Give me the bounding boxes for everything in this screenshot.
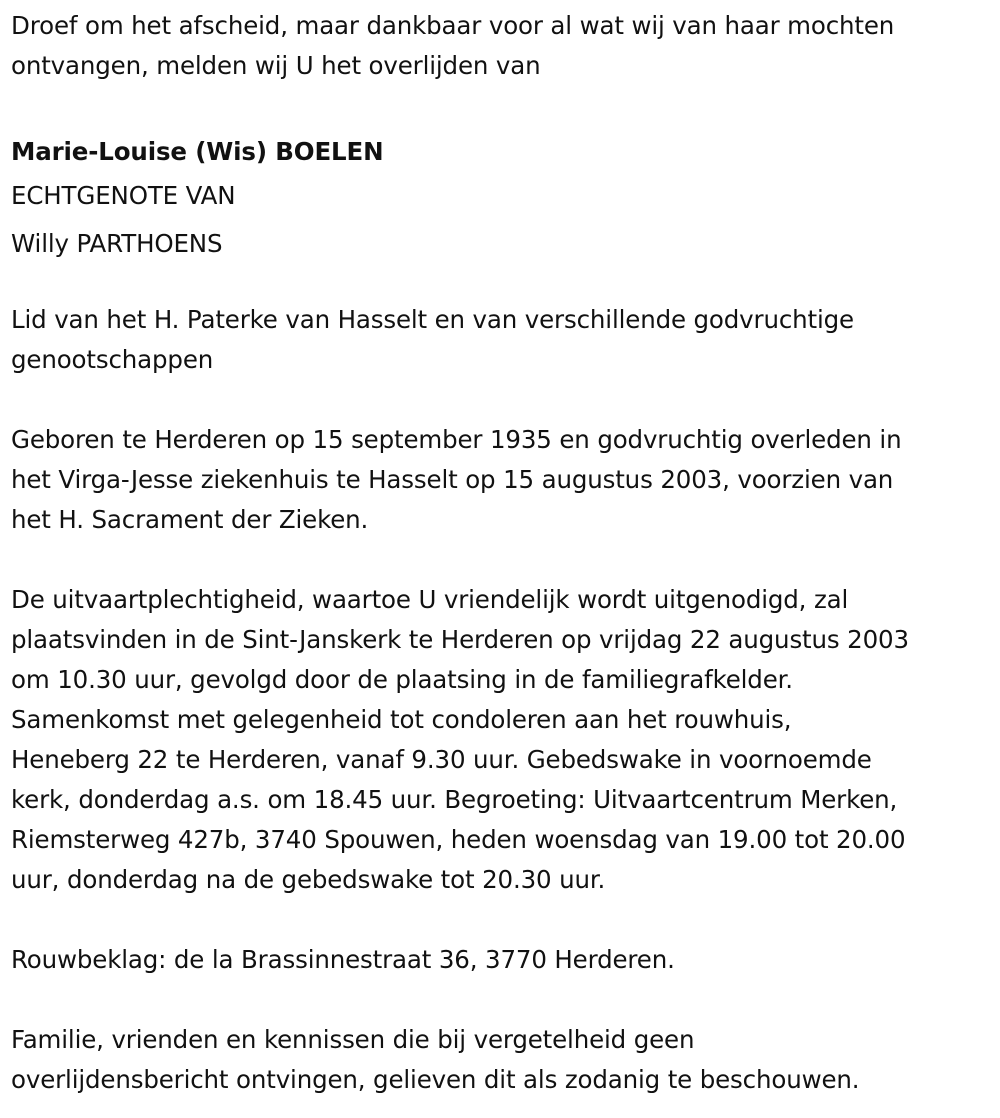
text-line: Rouwbeklag: de la Brassinnestraat 36, 3770 Herderen. — [11, 945, 675, 974]
text-line: plaatsvinden in de Sint-Janskerk te Herderen op vrijdag 22 augustus 2003 — [11, 625, 909, 654]
text-line: het H. Sacrament der Zieken. — [11, 505, 369, 534]
spouse-name: Willy PARTHOENS — [11, 229, 223, 258]
text-line: Heneberg 22 te Herderen, vanaf 9.30 uur. Gebedswake in voornoemde — [11, 745, 872, 774]
closing-paragraph — [11, 1020, 1000, 1100]
text-line: om 10.30 uur, gevolgd door de plaatsing in de familiegrafkelder. — [11, 665, 793, 694]
paragraph-gap — [11, 900, 1000, 940]
text-line: Lid van het H. Paterke van Hasselt en van verschillende godvruchtige — [11, 305, 854, 334]
paragraph-gap — [11, 380, 1000, 420]
condolence-address-paragraph — [11, 940, 1000, 980]
membership-paragraph — [11, 300, 1000, 380]
funeral-paragraph — [11, 580, 1000, 900]
text-line: Samenkomst met gelegenheid tot condoleren aan het rouwhuis, — [11, 705, 792, 734]
text-line: Familie, vrienden en kennissen die bij vergetelheid geen — [11, 1025, 695, 1054]
text-line: Droef om het afscheid, maar dankbaar voor al wat wij van haar mochten — [11, 11, 895, 40]
text-line: ontvangen, melden wij U het overlijden van — [11, 51, 541, 80]
paragraph-gap — [11, 86, 1000, 126]
intro-paragraph — [11, 6, 1000, 86]
text-line: genootschappen — [11, 345, 214, 374]
text-line: Riemsterweg 427b, 3740 Spouwen, heden woensdag van 19.00 tot 20.00 — [11, 825, 906, 854]
relation-label: ECHTGENOTE VAN — [11, 181, 236, 210]
paragraph-gap — [11, 540, 1000, 580]
text-line: De uitvaartplechtigheid, waartoe U vriendelijk wordt uitgenodigd, zal — [11, 585, 849, 614]
text-line: overlijdensbericht ontvingen, gelieven dit als zodanig te beschouwen. — [11, 1065, 860, 1094]
text-line: Geboren te Herderen op 15 september 1935 en godvruchtig overleden in — [11, 425, 902, 454]
deceased-name: Marie-Louise (Wis) BOELEN — [11, 137, 384, 166]
text-line: kerk, donderdag a.s. om 18.45 uur. Begroeting: Uitvaartcentrum Merken, — [11, 785, 898, 814]
text-line: uur, donderdag na de gebedswake tot 20.30 uur. — [11, 865, 606, 894]
birth-death-paragraph — [11, 420, 1000, 540]
text-line: het Virga-Jesse ziekenhuis te Hasselt op 15 augustus 2003, voorzien van — [11, 465, 894, 494]
deceased-block — [11, 126, 1000, 268]
paragraph-gap — [11, 980, 1000, 1020]
